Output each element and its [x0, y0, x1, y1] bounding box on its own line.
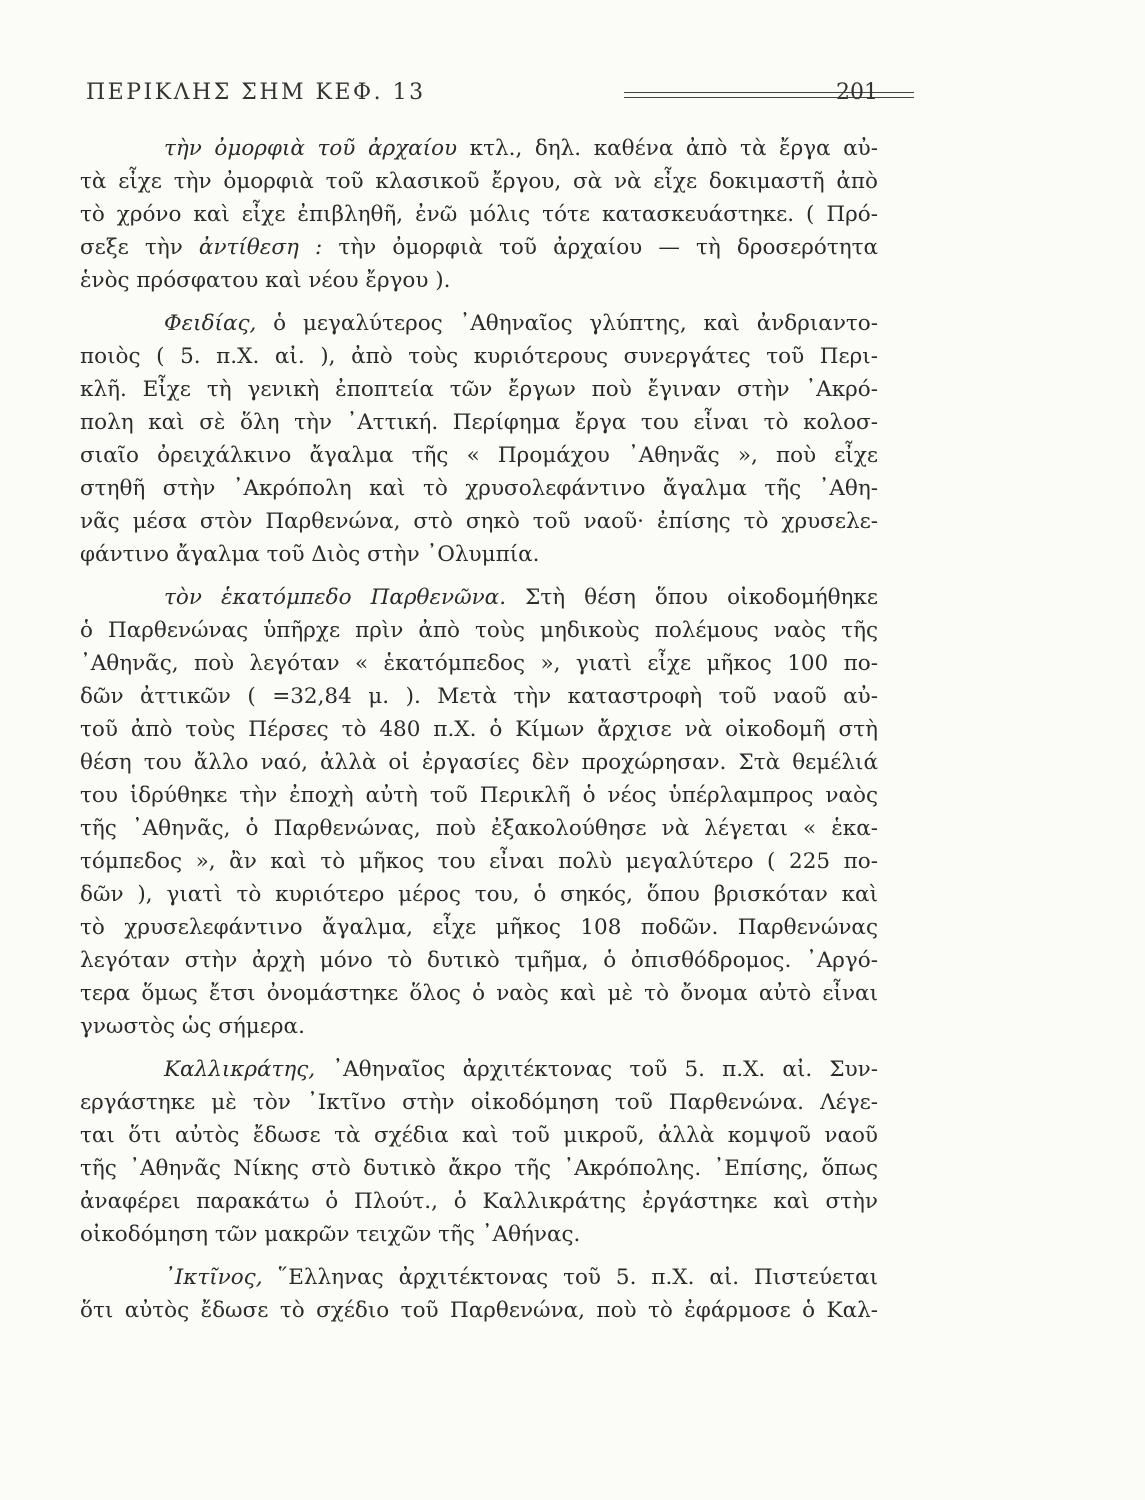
- lemma: ἀντίθεση :: [198, 235, 323, 260]
- text-line: του ἱδρύθηκε τὴν ἐποχὴ αὐτὴ τοῦ Περικλῆ ὁ νέος ὑπέρλαμπρος ναὸς: [80, 783, 878, 808]
- paragraph: [80, 307, 878, 571]
- paragraph: [80, 581, 878, 1043]
- text-line: λεγόταν στὴν ἀρχὴ μόνο τὸ δυτικὸ τμῆμα, ὁ ὀπισθόδρομος. ᾿Αργό-: [80, 948, 878, 973]
- text-line: Καλλικράτης, ᾿Αθηναῖος ἀρχιτέκτονας τοῦ 5. π.Χ. αἰ. Συν-: [164, 1057, 878, 1082]
- running-head: ΠΕΡΙΚΛΗΣ ΣΗΜ ΚΕΦ. 13: [86, 80, 426, 105]
- lemma: τὴν ὀμορφιὰ τοῦ ἀρχαίου: [164, 136, 458, 161]
- text-line: ται ὅτι αὐτὸς ἔδωσε τὰ σχέδια καὶ τοῦ μικροῦ, ἀλλὰ κομψοῦ ναοῦ: [80, 1123, 878, 1148]
- text-line: εργάστηκε μὲ τὸν ᾿Ικτῖνο στὴν οἰκοδόμηση τοῦ Παρθενώνα. Λέγε-: [80, 1090, 878, 1115]
- text-line: ὅτι αὐτὸς ἔδωσε τὸ σχέδιο τοῦ Παρθενώνα, ποὺ τὸ ἐφάρμοσε ὁ Καλ-: [80, 1298, 878, 1323]
- paragraph: [80, 1261, 878, 1327]
- text-line: σεξε τὴν ἀντίθεση : τὴν ὀμορφιὰ τοῦ ἀρχαίου — τὴ δροσερότητα: [80, 235, 879, 260]
- text-line: πολη καὶ σὲ ὅλη τὴν ᾿Αττική. Περίφημα ἔργα του εἶναι τὸ κολοσ-: [80, 410, 878, 435]
- text-line: ἑνὸς πρόσφατου καὶ νέου ἔργου ).: [80, 268, 451, 293]
- text-line: ᾿Ικτῖνος, ῞Ελληνας ἀρχιτέκτονας τοῦ 5. π.Χ. αἰ. Πιστεύεται: [164, 1265, 878, 1290]
- text-line: ἀναφέρει παρακάτω ὁ Πλούτ., ὁ Καλλικράτης ἐργάστηκε καὶ στὴν: [80, 1189, 878, 1214]
- text-line: δῶν ἀττικῶν ( =32,84 μ. ). Μετὰ τὴν καταστροφὴ τοῦ ναοῦ αὐ-: [80, 684, 878, 709]
- text-line: Φειδίας, ὁ μεγαλύτερος ᾿Αθηναῖος γλύπτης, καὶ ἀνδριαντο-: [164, 311, 878, 336]
- lemma: τὸν ἑκατόμπεδο Παρθενῶνα.: [164, 585, 507, 610]
- text-line: γνωστὸς ὡς σήμερα.: [80, 1014, 305, 1039]
- page-number: 201: [836, 80, 878, 105]
- commentary-text: [80, 132, 878, 1327]
- lemma: ᾿Ικτῖνος,: [164, 1265, 263, 1290]
- text-line: τὸ χρόνο καὶ εἶχε ἐπιβληθῆ, ἐνῶ μόλις τότε κατασκευάστηκε. ( Πρό-: [80, 202, 878, 227]
- text-line: νᾶς μέσα στὸν Παρθενώνα, στὸ σηκὸ τοῦ ναοῦ· ἐπίσης τὸ χρυσελε-: [80, 509, 878, 534]
- text-line: τῆς ᾿Αθηνᾶς, ὁ Παρθενώνας, ποὺ ἐξακολούθησε νὰ λέγεται « ἑκα-: [80, 816, 878, 841]
- text-line: ᾿Αθηνᾶς, ποὺ λεγόταν « ἑκατόμπεδος », γιατὶ εἶχε μῆκος 100 πο-: [80, 651, 878, 676]
- text-line: φάντινο ἄγαλμα τοῦ Διὸς στὴν ᾿Ολυμπία.: [80, 542, 540, 567]
- text-line: τόμπεδος », ἂν καὶ τὸ μῆκος του εἶναι πολὺ μεγαλύτερο ( 225 πο-: [80, 849, 878, 874]
- text-line: οἰκοδόμηση τῶν μακρῶν τειχῶν τῆς ᾿Αθήνας.: [80, 1222, 581, 1247]
- text-line: τερα ὅμως ἔτσι ὀνομάστηκε ὅλος ὁ ναὸς καὶ μὲ τὸ ὄνομα αὐτὸ εἶναι: [80, 981, 878, 1006]
- text-line: σιαῖο ὀρειχάλκινο ἄγαλμα τῆς « Προμάχου ᾿Αθηνᾶς », ποὺ εἶχε: [80, 443, 878, 468]
- text-line: στηθῆ στὴν ᾿Ακρόπολη καὶ τὸ χρυσολεφάντινο ἄγαλμα τῆς ᾿Αθη-: [80, 476, 878, 501]
- page-header: [86, 80, 878, 124]
- text-line: ποιὸς ( 5. π.Χ. αἰ. ), ἀπὸ τοὺς κυριότερους συνεργάτες τοῦ Περι-: [80, 344, 878, 369]
- text-line: τὸ χρυσελεφάντινο ἄγαλμα, εἶχε μῆκος 108 ποδῶν. Παρθενώνας: [80, 915, 878, 940]
- paragraph: [80, 132, 878, 297]
- text-line: τὸν ἑκατόμπεδο Παρθενῶνα. Στὴ θέση ὅπου οἰκοδομήθηκε: [164, 585, 878, 610]
- lemma: Καλλικράτης,: [164, 1057, 316, 1082]
- text-line: τοῦ ἀπὸ τοὺς Πέρσες τὸ 480 π.Χ. ὁ Κίμων ἄρχισε νὰ οἰκοδομῆ στὴ: [80, 717, 878, 742]
- text-line: δῶν ), γιατὶ τὸ κυριότερο μέρος του, ὁ σηκός, ὅπου βρισκόταν καὶ: [80, 882, 878, 907]
- paragraph: [80, 1053, 878, 1251]
- text-line: κλῆ. Εἶχε τὴ γενικὴ ἐποπτεία τῶν ἔργων ποὺ ἔγιναν στὴν ᾿Ακρό-: [80, 377, 878, 402]
- text-line: τὰ εἶχε τὴν ὀμορφιὰ τοῦ κλασικοῦ ἔργου, σὰ νὰ εἶχε δοκιμαστῆ ἀπὸ: [80, 169, 878, 194]
- text-line: τῆς ᾿Αθηνᾶς Νίκης στὸ δυτικὸ ἄκρο τῆς ᾿Ακρόπολης. ᾿Επίσης, ὅπως: [80, 1156, 878, 1181]
- lemma: Φειδίας,: [164, 311, 257, 336]
- text-line: τὴν ὀμορφιὰ τοῦ ἀρχαίου κτλ., δηλ. καθένα ἀπὸ τὰ ἔργα αὐ-: [164, 136, 878, 161]
- text-line: θέση του ἄλλο ναό, ἀλλὰ οἱ ἐργασίες δὲν προχώρησαν. Στὰ θεμέλιά: [80, 750, 878, 775]
- text-line: ὁ Παρθενώνας ὑπῆρχε πρὶν ἀπὸ τοὺς μηδικοὺς πολέμους ναὸς τῆς: [80, 618, 878, 643]
